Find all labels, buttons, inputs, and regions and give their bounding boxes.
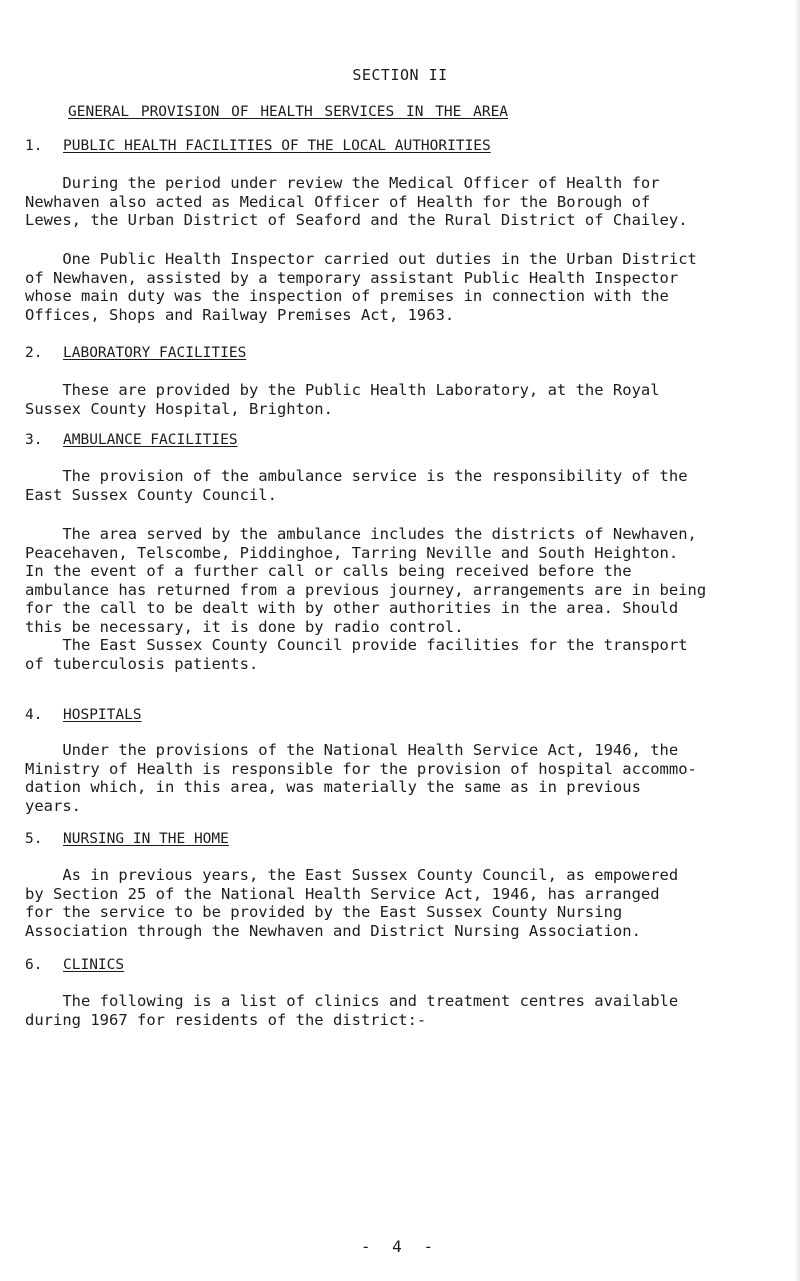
- section-number: 3.: [25, 432, 43, 448]
- section-2: [25, 344, 785, 362]
- section-subtitle: GENERAL PROVISION OF HEALTH SERVICES IN THE AREA: [68, 104, 509, 120]
- section-1: [25, 137, 785, 155]
- section-heading-text: NURSING IN THE HOME: [63, 831, 229, 847]
- section-6-heading: [25, 956, 785, 974]
- section-number: 1.: [25, 138, 43, 154]
- paragraph: The following is a list of clinics and treatment centres available during 1967 for residents of the district:-: [25, 992, 679, 1029]
- paragraph: These are provided by the Public Health Laboratory, at the Royal Sussex County Hospital, Brighton.: [25, 381, 660, 418]
- section-heading-text: CLINICS: [63, 957, 125, 973]
- section-number: 6.: [25, 957, 43, 973]
- paragraph: As in previous years, the East Sussex County Council, as empowered by Section 25 of the National Health Service Act, 1946, has arranged for the service to be provided by the East Sussex County Nursing Association through the Newhaven and District Nursing Association.: [25, 866, 679, 940]
- section-5-heading: [25, 830, 785, 848]
- section-3: [25, 431, 785, 449]
- section-3-paragraph-1: [25, 467, 785, 504]
- section-number: 5.: [25, 831, 43, 847]
- paragraph: The provision of the ambulance service is the responsibility of the East Sussex County Council.: [25, 467, 688, 504]
- section-3-paragraph-2: [25, 525, 785, 673]
- section-5: [25, 830, 785, 848]
- section-4-heading: [25, 706, 785, 724]
- section-6-paragraph-1: [25, 992, 785, 1029]
- section-1-paragraph-1: [25, 174, 785, 230]
- scan-edge-shadow: [794, 0, 800, 1281]
- page-number: - 4 -: [360, 1237, 440, 1256]
- section-heading-text: PUBLIC HEALTH FACILITIES OF THE LOCAL AUTHORITIES: [63, 138, 491, 154]
- section-number: 4.: [25, 707, 43, 723]
- section-3-heading: [25, 431, 785, 449]
- section-1-heading: [25, 137, 785, 155]
- paragraph: During the period under review the Medical Officer of Health for Newhaven also acted as Medical Officer of Health for the Borough of Lewes, the Urban District of Seaford and the Rural District of Chailey.: [25, 174, 688, 229]
- paragraph: One Public Health Inspector carried out duties in the Urban District of Newhaven, assisted by a temporary assistant Public Health Inspector whose main duty was the inspection of premises in connection with the Offices, Shops and Railway Premises Act, 1963.: [25, 250, 697, 324]
- paragraph: Under the provisions of the National Health Service Act, 1946, the Ministry of Health is responsible for the provision of hospital accommo- dation which, in this area, was materially the same as in previous years.: [25, 741, 697, 815]
- section-heading-text: HOSPITALS: [63, 707, 142, 723]
- section-6: [25, 956, 785, 974]
- section-title: SECTION II: [352, 66, 448, 84]
- section-2-heading: [25, 344, 785, 362]
- section-5-paragraph-1: [25, 866, 785, 940]
- section-heading-text: AMBULANCE FACILITIES: [63, 432, 238, 448]
- section-4-paragraph-1: [25, 741, 785, 815]
- section-1-paragraph-2: [25, 250, 785, 324]
- section-2-paragraph-1: [25, 381, 785, 418]
- section-heading-text: LABORATORY FACILITIES: [63, 345, 247, 361]
- section-4: [25, 706, 785, 724]
- paragraph: The area served by the ambulance includes the districts of Newhaven, Peacehaven, Telscombe, Piddinghoe, Tarring Neville and South Heighton. In the event of a further call or calls being received before the ambulance has returned from a previous journey, arrangements are in being for the call to be dealt with by other authorities in the area. Should this be necessary, it is done by radio control. The East Sussex County Council provide facilities for the transport of tuberculosis patients.: [25, 525, 707, 673]
- section-number: 2.: [25, 345, 43, 361]
